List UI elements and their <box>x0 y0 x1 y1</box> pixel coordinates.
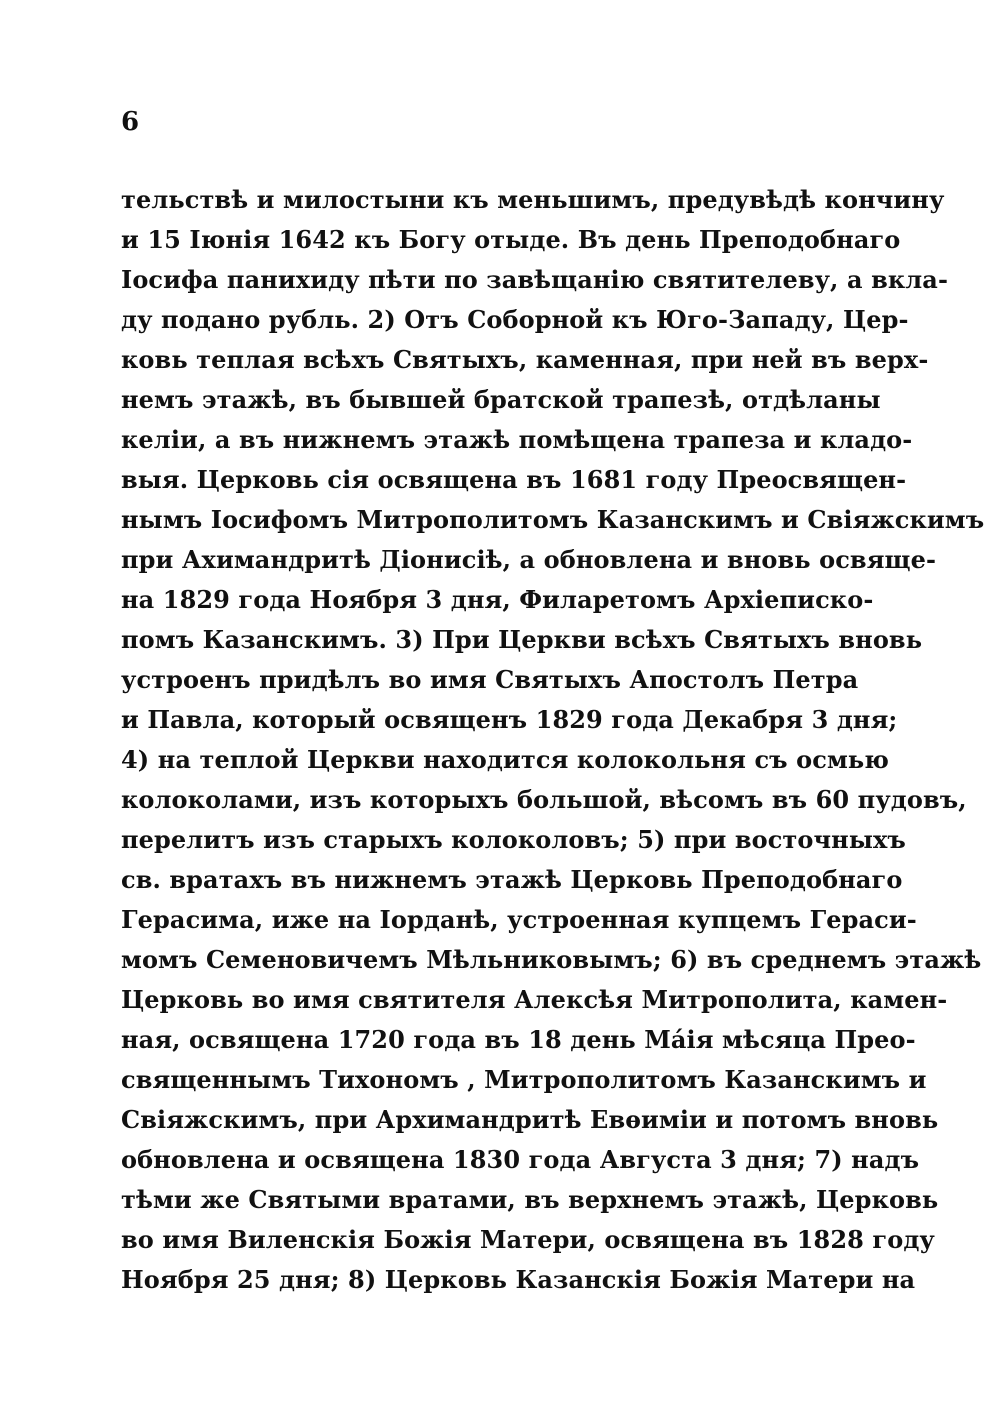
text-line: перелитъ изъ старыхъ колоколовъ; 5) при восточныхъ <box>121 825 906 854</box>
text-line: священнымъ Тихономъ , Митрополитомъ Казанскимъ и <box>121 1065 927 1094</box>
text-line: устроенъ придѣлъ во имя Святыхъ Апостолъ Петра <box>121 665 859 694</box>
text-line: колоколами, изъ которыхъ большой, вѣсомъ въ 60 пудовъ, <box>121 785 967 814</box>
text-line: при Ахимандритѣ Діонисіѣ, а обновлена и вновь освяще- <box>121 545 937 574</box>
text-line: во имя Виленскія Божія Матери, освящена въ 1828 году <box>121 1225 935 1254</box>
page-number: 6 <box>121 107 140 137</box>
body-text <box>121 180 985 1300</box>
text-line: св. вратахъ въ нижнемъ этажѣ Церковь Преподобнаго <box>121 865 903 894</box>
text-line: обновлена и освящена 1830 года Августа 3 дня; 7) надъ <box>121 1145 920 1174</box>
text-line: момъ Семеновичемъ Мѣльниковымъ; 6) въ среднемъ этажѣ <box>121 945 982 974</box>
text-line: Свіяжскимъ, при Архимандритѣ Евѳиміи и потомъ вновь <box>121 1105 939 1134</box>
text-line: и 15 Іюнія 1642 къ Богу отыде. Въ день Преподобнаго <box>121 225 901 254</box>
text-line: ная, освящена 1720 года въ 18 день Мáія мѣсяца Прео- <box>121 1025 916 1054</box>
text-line: нымъ Іосифомъ Митрополитомъ Казанскимъ и Свіяжскимъ <box>121 505 985 534</box>
text-line: Ноября 25 дня; 8) Церковь Казанскія Божія Матери на <box>121 1265 916 1294</box>
text-line: и Павла, который освященъ 1829 года Декабря 3 дня; <box>121 705 898 734</box>
text-line: тельствѣ и милостыни къ меньшимъ, предувѣдѣ кончину <box>121 185 945 214</box>
text-line: Іосифа панихиду пѣти по завѣщанію святителеву, а вкла- <box>121 265 949 294</box>
text-line: тѣми же Святыми вратами, въ верхнемъ этажѣ, Церковь <box>121 1185 939 1214</box>
text-line: Церковь во имя святителя Алексѣя Митрополита, камен- <box>121 985 948 1014</box>
text-line: келіи, а въ нижнемъ этажѣ помѣщена трапеза и кладо- <box>121 425 913 454</box>
text-line: 4) на теплой Церкви находится колокольня съ осмью <box>121 745 890 774</box>
text-line: ду подано рубль. 2) Отъ Соборной къ Юго-Западу, Цер- <box>121 305 909 334</box>
text-line: помъ Казанскимъ. 3) При Церкви всѣхъ Святыхъ вновь <box>121 625 923 654</box>
text-line: на 1829 года Ноября 3 дня, Филаретомъ Архіеписко- <box>121 585 874 614</box>
text-line: ковь теплая всѣхъ Святыхъ, каменная, при ней въ верх- <box>121 345 929 374</box>
text-line: Герасима, иже на Іорданѣ, устроенная купцемъ Гераси- <box>121 905 917 934</box>
text-line: немъ этажѣ, въ бывшей братской трапезѣ, отдѣланы <box>121 385 881 414</box>
text-line: выя. Церковь сія освящена въ 1681 году Преосвящен- <box>121 465 907 494</box>
